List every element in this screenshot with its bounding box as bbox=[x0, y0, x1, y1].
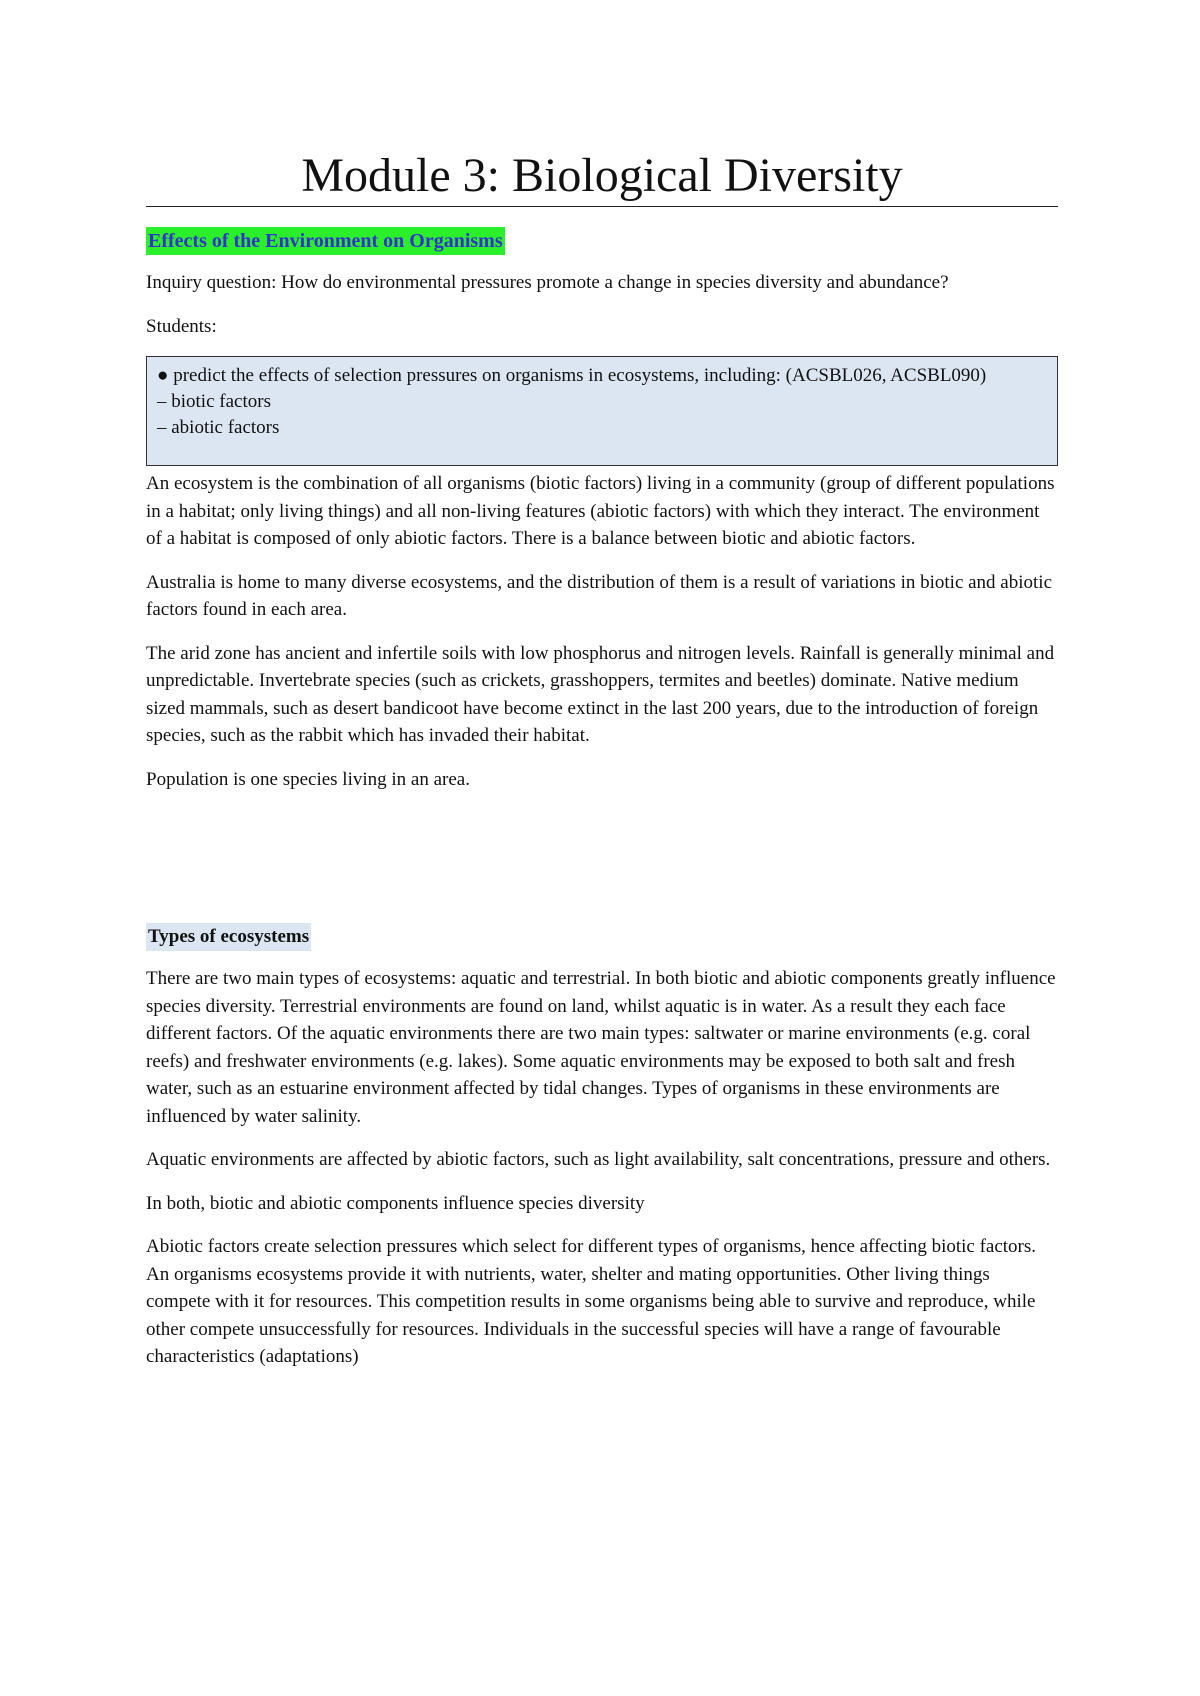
page-content bbox=[146, 146, 1058, 1371]
students-label: Students: bbox=[146, 315, 217, 337]
section-heading-effects: Effects of the Environment on Organisms bbox=[146, 227, 505, 255]
syllabus-point: ● predict the effects of selection pressures on organisms in ecosystems, including: (ACSBL026, ACSBL090) bbox=[157, 365, 987, 386]
paragraph-ecosystem-definition: An ecosystem is the combination of all organisms (biotic factors) living in a community (group of different populations in a habitat; only living things) and all non-living features (abiotic factors) with which they interact. The environment of a habitat is composed of only abiotic factors. There is a balance between biotic and abiotic factors. bbox=[146, 473, 1055, 549]
syllabus-subpoint-biotic: – biotic factors bbox=[157, 391, 271, 412]
paragraph-arid-zone: The arid zone has ancient and infertile soils with low phosphorus and nitrogen levels. Rainfall is generally minimal and unpredictable. Invertebrate species (such as crickets, grasshoppers, termites and beetles) dominate. Native medium sized mammals, such as desert bandicoot have become extinct in the last 200 years, due to the introduction of foreign species, such as the rabbit which has invaded their habitat. bbox=[146, 642, 1055, 746]
spacer bbox=[146, 793, 1058, 923]
syllabus-box bbox=[146, 356, 1058, 466]
paragraph-both-components: In both, biotic and abiotic components influence species diversity bbox=[146, 1192, 645, 1214]
paragraph-two-types: There are two main types of ecosystems: aquatic and terrestrial. In both biotic and abiotic components greatly influence species diversity. Terrestrial environments are found on land, whilst aquatic is in water. As a result they each face different factors. Of the aquatic environments there are two main types: saltwater or marine environments (e.g. coral reefs) and freshwater environments (e.g. lakes). Some aquatic environments may be exposed to both salt and fresh water, such as an estuarine environment affected by tidal changes. Types of organisms in these environments are influenced by water salinity. bbox=[146, 968, 1056, 1127]
inquiry-question: Inquiry question: How do environmental pressures promote a change in species diversity and abundance? bbox=[146, 272, 949, 293]
paragraph-aquatic-abiotic: Aquatic environments are affected by abiotic factors, such as light availability, salt concentrations, pressure and others. bbox=[146, 1149, 1051, 1170]
paragraph-population: Population is one species living in an area. bbox=[146, 768, 470, 790]
syllabus-subpoint-abiotic: – abiotic factors bbox=[157, 417, 280, 438]
section-heading-types: Types of ecosystems bbox=[146, 923, 311, 951]
page-title: Module 3: Biological Diversity bbox=[146, 146, 1058, 207]
paragraph-selection-pressures: Abiotic factors create selection pressures which select for different types of organisms, hence affecting biotic factors. An organisms ecosystems provide it with nutrients, water, shelter and mating opportunities. Other living things compete with it for resources. This competition results in some organisms being able to survive and reproduce, while other compete unsuccessfully for resources. Individuals in the successful species will have a range of favourable characteristics (adaptations) bbox=[146, 1236, 1037, 1367]
paragraph-australia: Australia is home to many diverse ecosystems, and the distribution of them is a result of variations in biotic and abiotic factors found in each area. bbox=[146, 571, 1053, 620]
